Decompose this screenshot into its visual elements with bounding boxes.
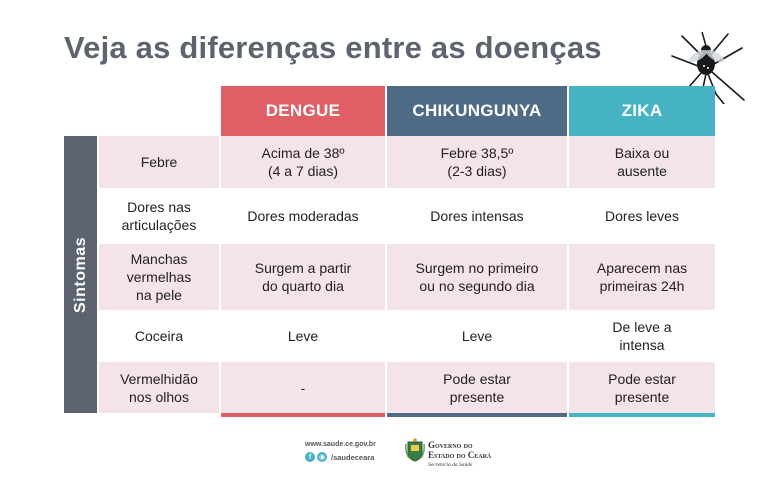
zika-cell: Pode estar presente (567, 362, 715, 413)
dengue-cell: - (219, 362, 385, 413)
zika-cell: Aparecem nas primeiras 24h (567, 244, 715, 310)
chikungunya-cell: Surgem no primeiro ou no segundo dia (385, 244, 567, 310)
chikungunya-cell: Dores intensas (385, 188, 567, 244)
symptom-cell: Coceira (99, 310, 219, 362)
zika-cell: Dores leves (567, 188, 715, 244)
table-row (99, 188, 715, 244)
facebook-icon[interactable]: f (305, 452, 315, 462)
gov-line-1: Governo do (428, 440, 473, 450)
column-header-chikungunya: CHIKUNGUNYA (387, 86, 567, 136)
gov-line-3: Secretaria da Saúde (428, 462, 473, 468)
dengue-cell: Surgem a partir do quarto dia (219, 244, 385, 310)
comparison-table (99, 136, 715, 413)
side-label-text: Sintomas (71, 236, 89, 313)
column-header-dengue: DENGUE (221, 86, 385, 136)
chikungunya-cell: Pode estar presente (385, 362, 567, 413)
dengue-cell: Acima de 38º (4 a 7 dias) (219, 136, 385, 188)
social-handle[interactable]: /saudeceara (331, 452, 375, 462)
table-row (99, 362, 715, 413)
column-header-zika: ZIKA (569, 86, 715, 136)
table-row (99, 310, 715, 362)
footer-website[interactable]: www.saude.ce.gov.br (305, 441, 376, 448)
ceara-crest-icon (405, 438, 425, 462)
symptom-cell: Dores nas articulações (99, 188, 219, 244)
instagram-icon[interactable]: ◉ (318, 454, 326, 461)
page-title: Veja as diferenças entre as doenças (64, 30, 602, 65)
table-row (99, 136, 715, 188)
symptom-cell: Vermelhidão nos olhos (99, 362, 219, 413)
dengue-cell: Leve (219, 310, 385, 362)
symptom-cell: Febre (99, 136, 219, 188)
side-label (64, 136, 97, 413)
dengue-cell: Dores moderadas (219, 188, 385, 244)
zika-bottom-bar (569, 413, 715, 417)
chikungunya-bottom-bar (387, 413, 567, 417)
zika-cell: De leve a intensa (567, 310, 715, 362)
government-logo-text (428, 440, 491, 470)
symptom-cell: Manchas vermelhas na pele (99, 244, 219, 310)
gov-line-2: Estado do Ceará (428, 450, 492, 460)
chikungunya-cell: Febre 38,5º (2-3 dias) (385, 136, 567, 188)
table-row (99, 244, 715, 310)
chikungunya-cell: Leve (385, 310, 567, 362)
dengue-bottom-bar (221, 413, 385, 417)
zika-cell: Baixa ou ausente (567, 136, 715, 188)
footer-social (305, 452, 374, 462)
